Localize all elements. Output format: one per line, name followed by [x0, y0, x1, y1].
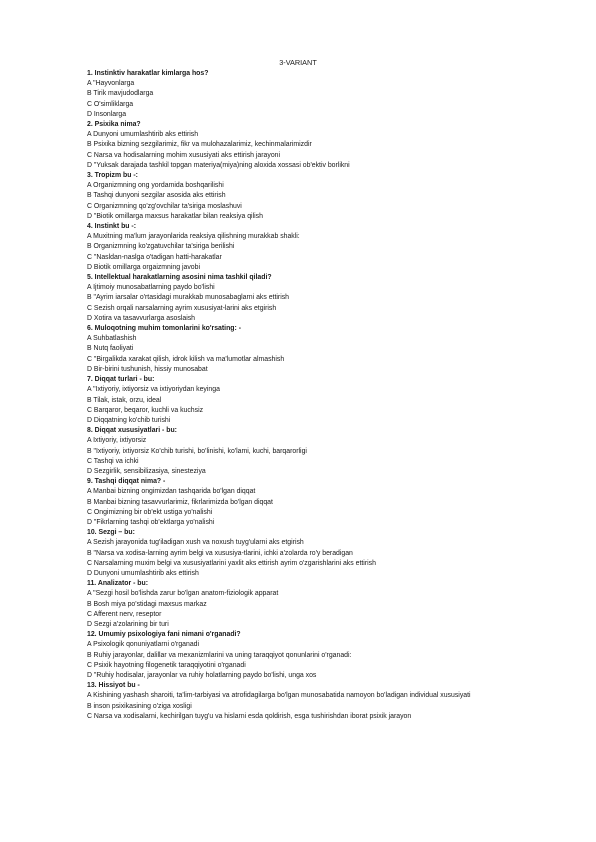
answer-option: C Ongimizning bir ob'ekt ustiga yo'nalishi	[87, 508, 213, 516]
question-block	[87, 324, 527, 375]
answer-option: C Barqaror, beqaror, kuchli va kuchsiz	[87, 406, 204, 414]
answer-option: C Narsa va xodisalarni, kechirilgan tuyg'u va hislarni esda qoldirish, esga tushirishdan iborat psixik jarayon	[87, 712, 412, 720]
question-title: 12. Umumiy psixologiya fani nimani o'rganadi?	[87, 631, 241, 639]
question-block	[87, 273, 527, 324]
question-list	[87, 69, 527, 722]
answer-option: B "Narsa va xodisa-larning ayrim belgi va xususiya-tlarini, ichki a'zolarda ro'y beradigan	[87, 549, 353, 557]
question-block	[87, 171, 527, 222]
answer-option: C Sezish orqali narsalarning ayrim xususiyat-larini aks etgirish	[87, 304, 277, 312]
answer-option: B "Ixtiyoriy, ixtiyorsiz Ko'chib turishi, bo'linishi, ko'lami, kuchi, barqarorligi	[87, 447, 307, 455]
question-block	[87, 630, 527, 681]
answer-option: D Bir-birini tushunish, hissiy munosabat	[87, 365, 208, 373]
answer-option: C Narsalarning muxim belgi va xususiyatlarini yaxlit aks ettirish ayrim o'zgarishlarini aks ettirish	[87, 559, 376, 567]
question-title: 3. Tropizm bu -:	[87, 172, 138, 180]
answer-option: A Dunyoni umumlashtirib aks ettirish	[87, 131, 199, 139]
answer-option: C "Nasldan-naslga o'tadigan hatti-harakatlar	[87, 253, 222, 261]
answer-option: D Sezgi a'zolarining bir turi	[87, 620, 169, 628]
question-title: 13. Hissiyot bu -	[87, 682, 140, 690]
answer-option: D Sezgirlik, sensibilizasiya, sinesteziya	[87, 467, 206, 475]
answer-option: D Insonlarga	[87, 110, 127, 118]
answer-option: D Dunyoni umumlashtirib aks ettirish	[87, 569, 199, 577]
question-block	[87, 528, 527, 579]
question-title: 1. Instinktiv harakatlar kimlarga hos?	[87, 70, 209, 77]
question-block	[87, 579, 527, 630]
answer-option: D Biotik omillarga orgaizmning javobi	[87, 263, 200, 271]
answer-option: A Ixtiyoriy, ixtiyorsiz	[87, 437, 147, 445]
answer-option: B Tilak, istak, orzu, ideal	[87, 396, 162, 404]
answer-option: C Afferent nerv, reseptor	[87, 610, 162, 618]
answer-option: B Bosh miya po'stidagi maxsus markaz	[87, 600, 207, 608]
answer-option: A "Hayvonlarga	[87, 80, 135, 88]
question-block	[87, 477, 527, 528]
question-block	[87, 426, 527, 477]
answer-option: A Ijtimoiy munosabatlarning paydo bo'lishi	[87, 284, 215, 292]
answer-option: C Tashqi va ichki	[87, 457, 139, 465]
question-title: 7. Diqqat turlari - bu:	[87, 376, 155, 384]
variant-title: 3-VARIANT	[279, 58, 317, 67]
question-title: 8. Diqqat xususiyatlari - bu:	[87, 427, 177, 435]
answer-option: A Manbai bizning ongimizdan tashqarida bo'lgan diqqat	[87, 488, 256, 496]
answer-option: C Psixik hayotning filogenetik taraqqiyotini o'rganadi	[87, 661, 246, 669]
question-block	[87, 222, 527, 273]
answer-option: A "Sezgi hosil bo'lishda zarur bo'lgan anatom-fiziologik apparat	[87, 590, 279, 598]
answer-option: D "Yuksak darajada tashkil topgan materiya(miya)ning aloxida xossasi ob'ektiv borlikni	[87, 161, 350, 169]
question-title: 4. Instinkt bu -:	[87, 223, 136, 231]
answer-option: D "Ruhiy hodisalar, jarayonlar va ruhiy holatlarning paydo bo'lishi, unga xos	[87, 671, 317, 679]
answer-option: A Organizmning ong yordamida boshqarilishi	[87, 182, 224, 190]
answer-option: B Ruhiy jarayonlar, dalillar va mexanizmlarini va uning taraqqiyot qonunlarini o'rganadi:	[87, 651, 352, 659]
answer-option: B Organizmning ko'zgatuvchilar ta'siriga berilishi	[87, 243, 235, 251]
answer-option: C O'simliklarga	[87, 100, 134, 108]
answer-option: B Manbai bizning tasavvurlarimiz, fikrlarimizda bo'lgan diqqat	[87, 498, 273, 506]
question-title: 11. Analizator - bu:	[87, 580, 149, 588]
question-title: 10. Sezgi – bu:	[87, 529, 135, 537]
answer-option: A Psixologik qonuniyatlarni o'rganadi	[87, 641, 200, 649]
answer-option: B Psixika bizning sezgilarimiz, fikr va mulohazalarimiz, kechinmalarimizdir	[87, 141, 312, 149]
question-block	[87, 120, 527, 171]
answer-option: C "Birgalikda xarakat qilish, idrok kilish va ma'lumotlar almashish	[87, 355, 285, 363]
answer-option: A Muxitning ma'lum jarayonlarida reaksiya qilishning murakkab shakli:	[87, 233, 300, 241]
question-block	[87, 375, 527, 426]
answer-option: C Organizmning qo'zg'ovchilar ta'siriga moslashuvi	[87, 202, 242, 210]
answer-option: B Nutq faoliyati	[87, 345, 134, 353]
answer-option: B inson psixikasining o'ziga xosligi	[87, 702, 192, 710]
answer-option: A Kishining yashash sharoiti, ta'lim-tarbiyasi va atrofidagilarga bo'lgan munosabatida namoyon bo'ladigan individual xususiyati	[87, 692, 471, 700]
answer-option: A Sezish jarayonida tug'iladigan xush va noxush tuyg'ularni aks etgirish	[87, 539, 304, 547]
answer-option: C Narsa va hodisalarning mohim xususiyati aks ettirish jarayoni	[87, 151, 281, 159]
question-block	[87, 69, 527, 120]
question-block	[87, 681, 527, 722]
question-title: 5. Intellektual harakatlarning asosini nima tashkil qiladi?	[87, 274, 272, 282]
answer-option: D Diqqatning ko'chib turishi	[87, 416, 171, 424]
answer-option: A "Ixtiyoriy, ixtiyorsiz va ixtiyoriydan keyinga	[87, 386, 220, 394]
question-title: 2. Psixika nima?	[87, 121, 141, 129]
question-title: 6. Muloqotning muhim tomonlarini ko'rsating: -	[87, 325, 241, 333]
answer-option: A Suhbatlashish	[87, 335, 137, 343]
answer-option: D "Biotik omillarga maxsus harakatlar bilan reaksiya qilish	[87, 212, 263, 220]
answer-option: B Tirik mavjudodlarga	[87, 90, 154, 98]
answer-option: D "Fikrlarning tashqi ob'ektlarga yo'nalishi	[87, 518, 215, 526]
question-title: 9. Tashqi diqqat nima? -	[87, 478, 166, 486]
answer-option: B Tashqi dunyoni sezgilar asosida aks ettirish	[87, 192, 226, 200]
answer-option: D Xotira va tasavvurlarga asoslaish	[87, 314, 196, 322]
answer-option: B "Ayrim iarsalar o'rtasidagi murakkab munosabaglarni aks ettirish	[87, 294, 290, 302]
